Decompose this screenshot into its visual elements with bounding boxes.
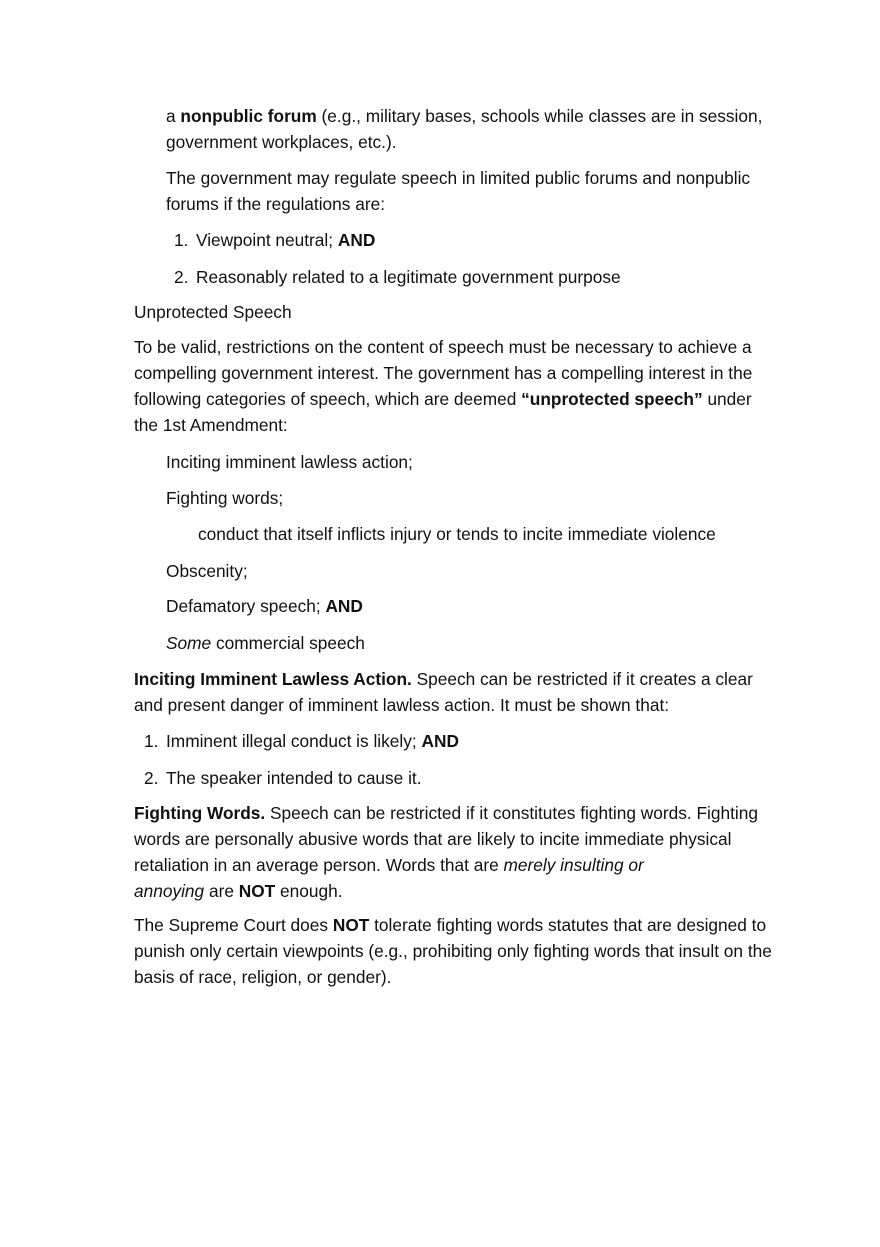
forum-intro-line-1: a nonpublic forum (e.g., military bases, schools while classes are in session, [166,106,763,126]
category-item: Defamatory speech; AND [166,596,363,616]
list-item: 2. The speaker intended to cause it. [144,768,422,788]
category-item: Some commercial speech [166,633,365,653]
section-heading-fighting-words: Fighting Words. [134,803,266,823]
category-item: Obscenity; [166,561,248,581]
section-heading-inciting: Inciting Imminent Lawless Action. [134,669,412,689]
list-item: 1. Imminent illegal conduct is likely; AND [144,731,459,751]
regulation-intro-line-1: The government may regulate speech in limited public forums and nonpublic [166,168,751,188]
section-heading-unprotected-speech: Unprotected Speech [134,302,292,322]
list-item: 1. Viewpoint neutral; AND [174,230,376,250]
nonpublic-forum-term: nonpublic forum [180,106,317,126]
category-item: Inciting imminent lawless action; [166,452,413,472]
forum-intro-line-2: government workplaces, etc.). [166,132,397,152]
unprotected-speech-term: “unprotected speech” [521,389,703,409]
document-page: a nonpublic forum (e.g., military bases, schools while classes are in session, government workplaces, etc.). The government may regulate speech in limited public forums and nonpublic forums if the regulations are: 1. Viewpoint neutral; AND 2. Reasonably related to a legitimate government purpose Unprotected Speech To be valid, restrictions on the content of speech must be necessary to achieve a compelling government interest. The government has a compelling interest in the following categories of speech, which are deemed “unprotected speech” under the 1st Amendment: Inciting imminent lawless action; Fighting words; conduct that itself inflicts injury or tends to incite immediate violence Obscenity; Defamatory speech; AND Some commercial speech Inciting Imminent Lawless Action. Speech can be restricted if it creates a clear and present danger of imminent lawless action. It must be shown that: 1. Imminent illegal conduct is likely; AND 2. The speaker intended to cause it. Fighting Words. Speech can be restricted if it constitutes fighting words. Fighting words are personally abusive words that are likely to incite immediate physical retaliation in an average person. Words that are merely insulting or annoying are NOT enough. The Supreme Court does NOT tolerate fighting words statutes that are designed to punish only certain viewpoints (e.g., prohibiting only fighting words that insult on the basis of race, religion, or gender). [0,0,880,1247]
category-subitem: conduct that itself inflicts injury or tends to incite immediate violence [198,524,716,544]
category-item: Fighting words; [166,488,284,508]
regulation-intro-line-2: forums if the regulations are: [166,194,386,214]
list-item: 2. Reasonably related to a legitimate government purpose [174,267,621,287]
